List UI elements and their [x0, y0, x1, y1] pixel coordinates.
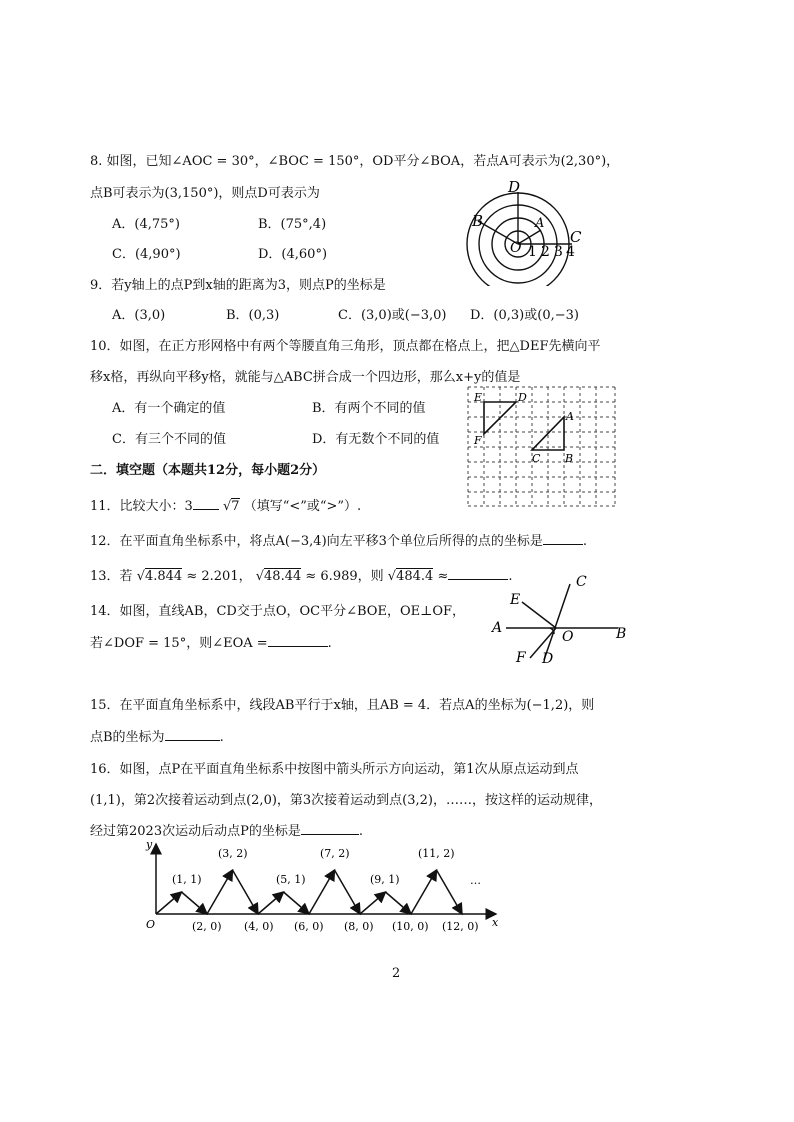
q16-line2: (1,1)，第2次接着运动到点(2,0)，第3次接着运动到点(3,2)，……，按这样的运动规律，	[90, 793, 602, 808]
q11-pre: 11．比较大小：3	[90, 499, 193, 514]
q12-text: 12．在平面直角坐标系中，将点A(−3,4)向左平移3个单位后所得的点的坐标是	[90, 534, 543, 549]
q10-grid-figure	[466, 384, 618, 508]
q16-move-segment-12	[437, 870, 463, 914]
q15-line1: 15．在平面直角坐标系中，线段AB平行于x轴，且AB = 4．若点A的坐标为(−1,2)，则	[90, 698, 595, 713]
q10-label-a: A	[566, 410, 574, 423]
q13-approx1: ≈ 2.201，	[186, 569, 252, 584]
q12-end: .	[582, 534, 588, 549]
q16-top-label-4: (7, 2)	[320, 847, 350, 860]
q15-line2	[90, 726, 224, 745]
q16-path-figure	[140, 838, 510, 938]
q14-label-o: O	[562, 629, 574, 645]
q14-label-a: A	[492, 620, 503, 636]
q16-y-label: y	[146, 838, 153, 851]
q16-top-label-6: (11, 2)	[418, 847, 455, 860]
q16-move-segment-5	[258, 892, 284, 914]
q10-label-e: E	[474, 391, 483, 404]
q16-line3	[90, 820, 363, 839]
q16-bottom-label-6: (12, 0)	[442, 920, 479, 933]
q14-line2	[90, 632, 332, 651]
q14-label-c: C	[576, 574, 587, 590]
q8-label-o: O	[510, 240, 522, 256]
q16-x-label: x	[492, 916, 499, 929]
q16-bottom-label-3: (6, 0)	[294, 920, 324, 933]
q16-line1: 16．如图，点P在平面直角坐标系中按图中箭头所示方向运动，第1次从原点运动到点	[90, 762, 579, 777]
q16-top-label-2: (3, 2)	[218, 847, 248, 860]
q16-move-segment-2	[182, 892, 208, 914]
q16-bottom-label-5: (10, 0)	[392, 920, 429, 933]
q10-line1: 10．如图，在正方形网格中有两个等腰直角三角形，顶点都在格点上，把△DEF先横向平	[90, 339, 601, 354]
q14-lines-figure	[486, 572, 636, 664]
q12-blank[interactable]	[543, 532, 583, 545]
q10-label-b: B	[565, 452, 574, 465]
q15-blank[interactable]	[165, 728, 220, 741]
q16-move-segment-10	[386, 892, 412, 914]
q8-ring-2: 2	[541, 244, 550, 260]
q8-label-d: D	[508, 178, 521, 196]
q13-approx3: ≈	[437, 569, 449, 584]
q16-move-segment-6	[284, 892, 310, 914]
q8-ring-4: 4	[566, 244, 575, 260]
q10-line2: 移x格，再纵向平移y格，就能与△ABC拼合成一个四边形，那么x+y的值是	[90, 370, 521, 385]
q16-top-label-3: (5, 1)	[276, 873, 306, 886]
q11	[90, 495, 361, 514]
q16-blank[interactable]	[301, 822, 359, 835]
q16-move-segment-9	[360, 892, 386, 914]
q14-label-b: B	[616, 626, 627, 642]
q12	[90, 530, 587, 549]
q8-label-b: B	[472, 212, 484, 230]
q13-root3: √484.4	[387, 569, 434, 584]
q16-bottom-label-2: (4, 0)	[244, 920, 274, 933]
q15-end: .	[219, 730, 224, 745]
q16-move-segment-7	[309, 870, 335, 914]
page-number: 2	[392, 966, 401, 981]
q16-move-segment-8	[335, 870, 361, 914]
q13-end: .	[508, 569, 513, 584]
q13-pre: 13．若	[90, 569, 133, 584]
q13	[90, 565, 512, 584]
q16-move-segment-4	[233, 870, 259, 914]
q9-option-d: D．(0,3)或(0,−3)	[470, 308, 579, 323]
q8-line2: 点B可表示为(3,150°)，则点D可表示为	[90, 186, 320, 201]
q16-bottom-label-1: (2, 0)	[192, 920, 222, 933]
q8-polar-figure	[462, 176, 592, 286]
q13-approx2: ≈ 6.989，则	[305, 569, 384, 584]
q10-option-c: C．有三个不同的值	[112, 432, 226, 447]
q10-label-c: C	[532, 452, 541, 465]
q16-top-label-1: (1, 1)	[172, 873, 202, 886]
q8-option-c: C．(4,90°)	[112, 247, 181, 262]
q9-option-a: A．(3,0)	[112, 308, 166, 323]
q16-move-segment-11	[411, 870, 437, 914]
q8-label-a: A	[535, 216, 545, 231]
q8-label-c: C	[570, 228, 582, 246]
q8-ring-3: 3	[554, 244, 563, 260]
q13-root1: √4.844	[136, 569, 183, 584]
q16-line3-text: 经过第2023次运动后动点P的坐标是	[90, 824, 301, 839]
q14-blank[interactable]	[268, 634, 328, 647]
q16-ellipsis: …	[470, 874, 481, 887]
q9-option-c: C．(3,0)或(−3,0)	[338, 308, 447, 323]
q8-line1: 8. 如图，已知∠AOC = 30°，∠BOC = 150°，OD平分∠BOA，若点A可表示为(2,30°)，	[90, 154, 620, 169]
q8-ring-1: 1	[528, 244, 537, 260]
q14-end: .	[327, 636, 332, 651]
q11-sqrt: √7	[222, 499, 240, 514]
q8-option-a: A．(4,75°)	[112, 217, 180, 232]
q16-bottom-label-4: (8, 0)	[344, 920, 374, 933]
q16-origin-label: O	[146, 918, 156, 931]
q9-option-b: B．(0,3)	[226, 308, 280, 323]
section-2-heading: 二．填空题（本题共12分，每小题2分）	[90, 463, 326, 478]
q10-label-f: F	[474, 434, 482, 447]
q14-line1: 14．如图，直线AB，CD交于点O，OC平分∠BOE，OE⊥OF，	[90, 604, 466, 619]
q10-option-b: B．有两个不同的值	[312, 401, 426, 416]
q14-label-f: F	[516, 650, 526, 664]
q15-line2-text: 点B的坐标为	[90, 730, 165, 745]
q13-root2: √48.44	[255, 569, 302, 584]
q16-move-segment-3	[207, 870, 233, 914]
q11-blank[interactable]	[193, 497, 219, 510]
q8-option-b: B．(75°,4)	[258, 217, 327, 232]
q16-top-label-5: (9, 1)	[370, 873, 400, 886]
q14-label-e: E	[510, 592, 521, 608]
q14-line2-text: 若∠DOF = 15°，则∠EOA =	[90, 636, 268, 651]
q14-label-d: D	[542, 651, 554, 664]
q16-end: .	[358, 824, 363, 839]
q10-option-a: A．有一个确定的值	[112, 401, 226, 416]
q9-stem: 9．若y轴上的点P到x轴的距离为3，则点P的坐标是	[90, 278, 386, 293]
q10-option-d: D．有无数个不同的值	[312, 432, 440, 447]
q11-post: （填写“<”或“>”）.	[243, 499, 362, 514]
q8-option-d: D．(4,60°)	[258, 247, 328, 262]
q10-label-d: D	[518, 391, 527, 404]
q16-move-segment-1	[156, 892, 182, 914]
